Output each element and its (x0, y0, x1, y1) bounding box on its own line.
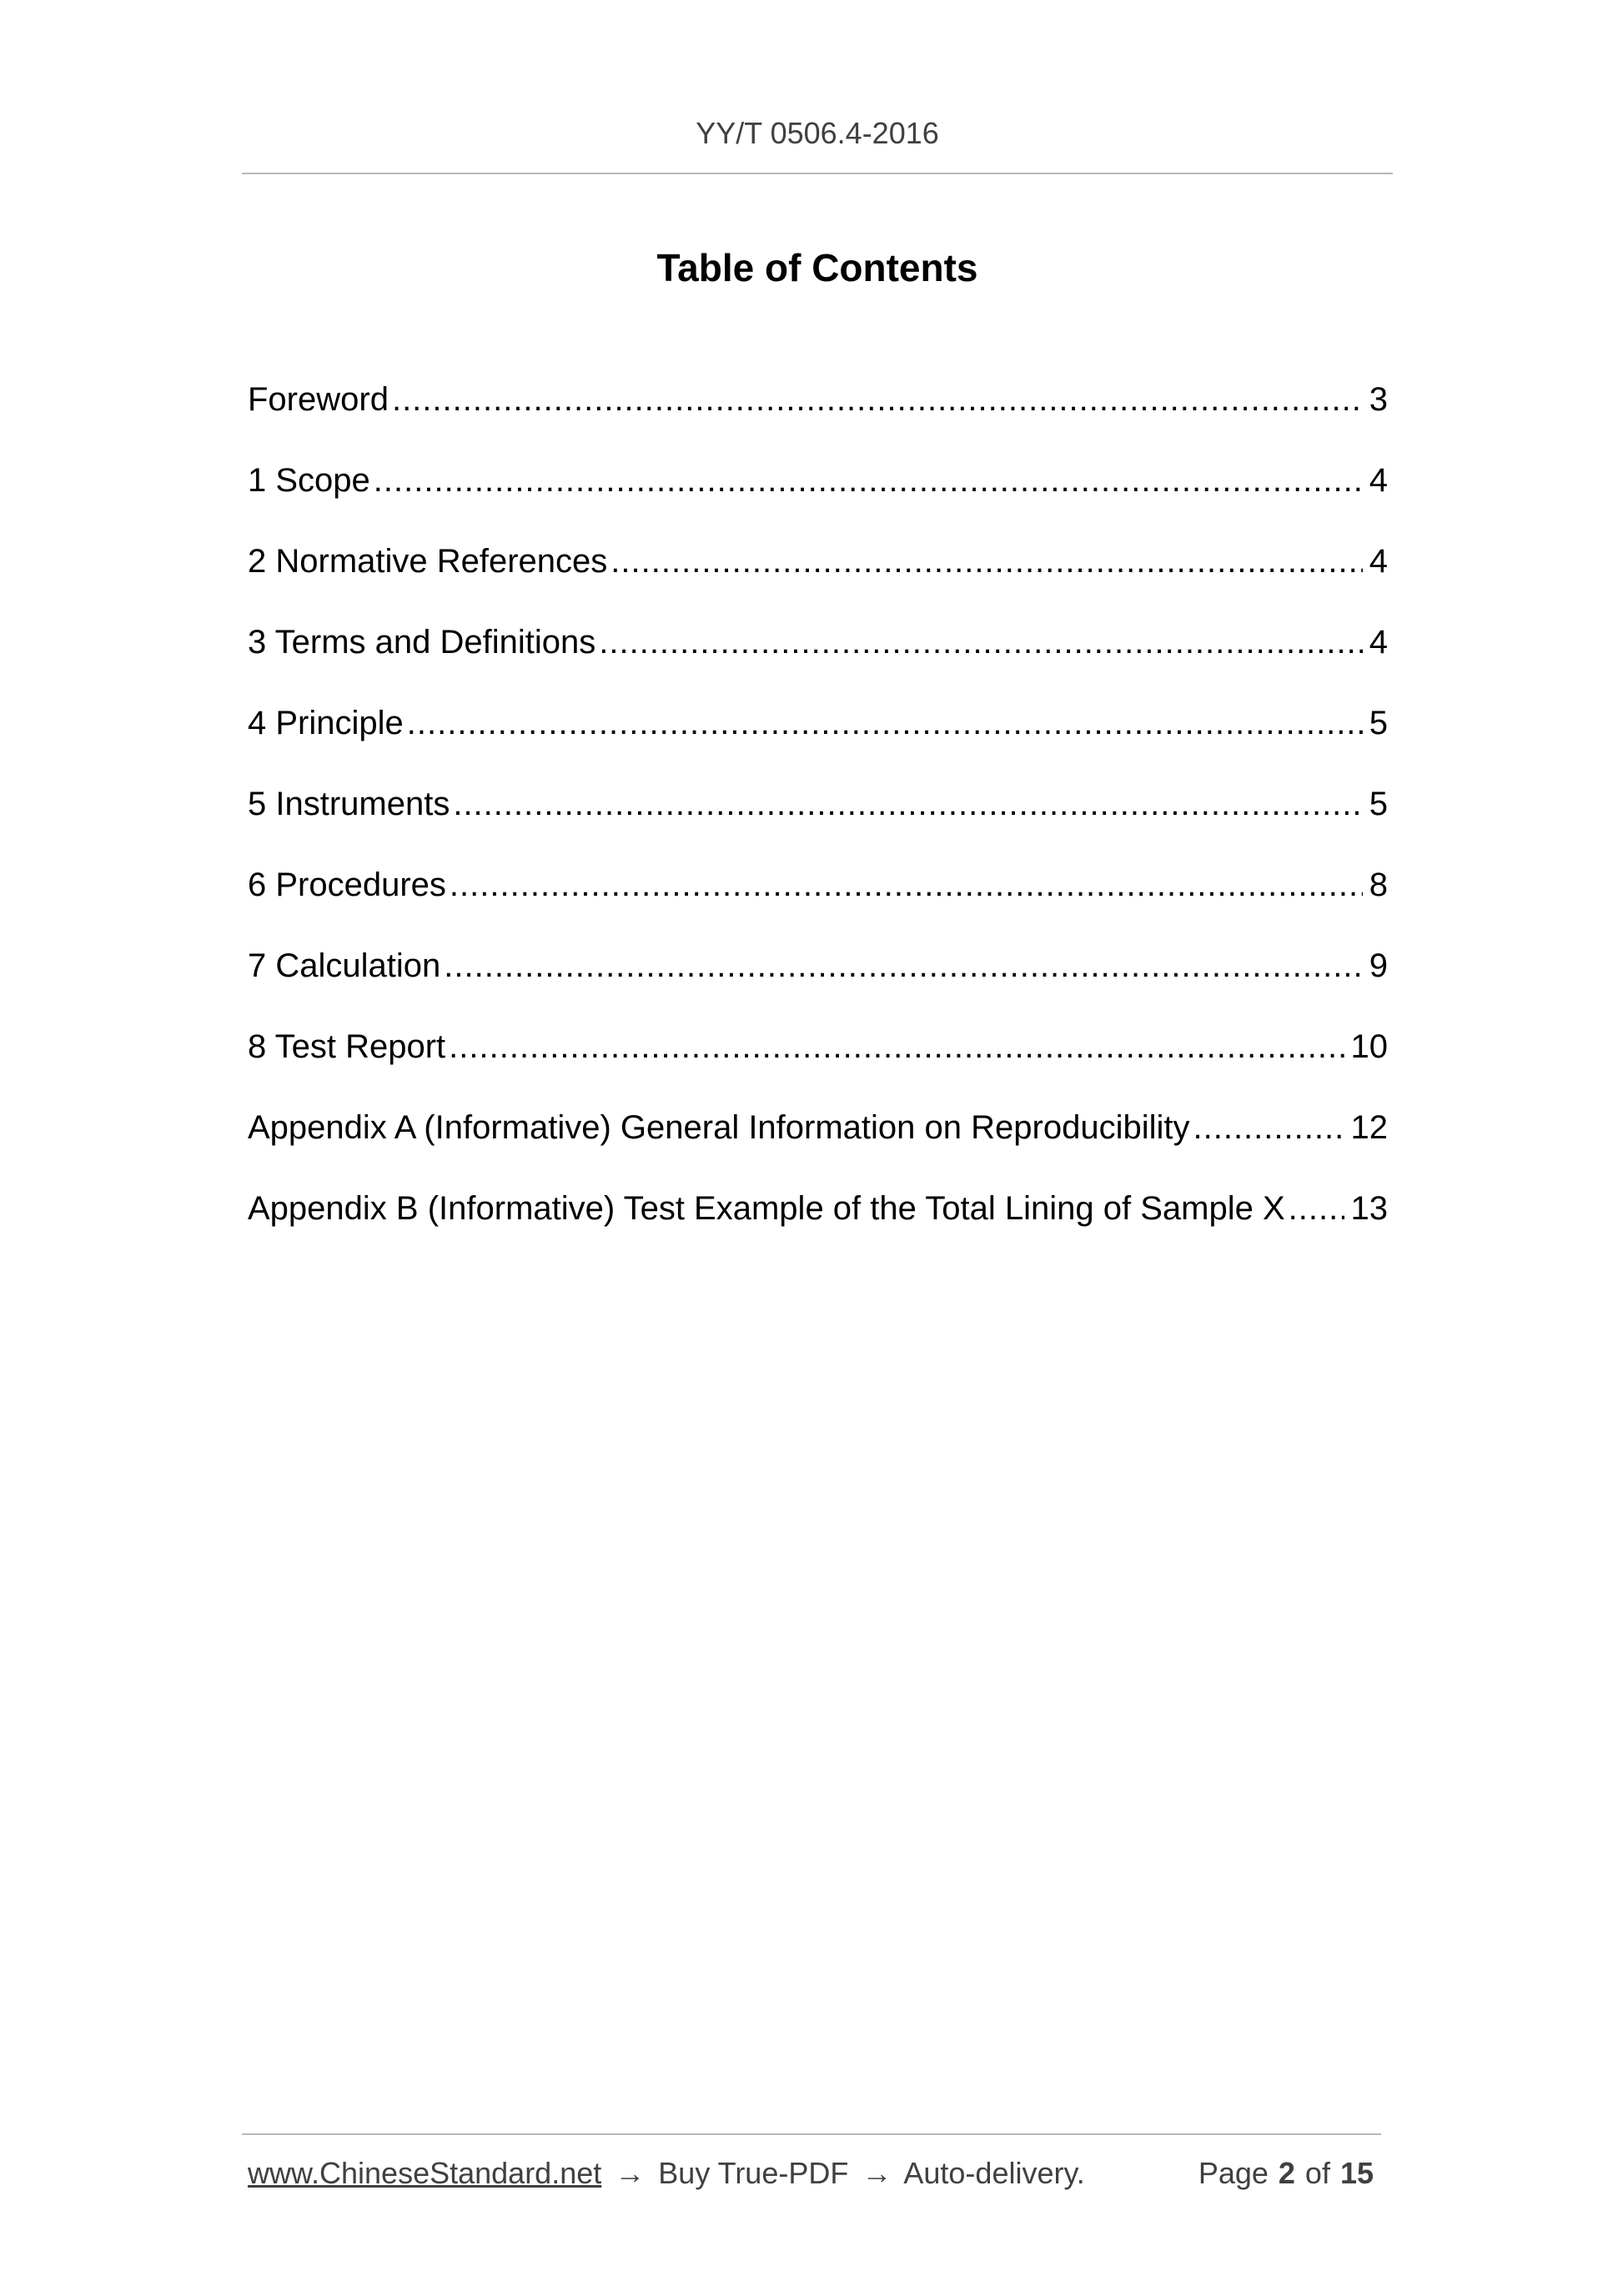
toc-entry-label: Appendix A (Informative) General Information on Reproducibility (248, 1109, 1190, 1146)
toc-dot-leader (1289, 1188, 1344, 1228)
toc-dot-leader (611, 541, 1362, 581)
toc-entry-label: 3 Terms and Definitions (248, 624, 596, 661)
toc-entry-calculation[interactable] (248, 946, 1388, 1027)
toc-entry-label: 6 Procedures (248, 867, 446, 903)
toc-entry-page: 10 (1350, 1028, 1388, 1065)
toc-entry-page: 9 (1369, 947, 1388, 984)
toc-entry-terms-and-definitions[interactable] (248, 622, 1388, 703)
arrow-right-icon: → (615, 2156, 646, 2190)
page-total: 15 (1339, 2156, 1374, 2190)
toc-entry-page: 5 (1369, 705, 1388, 741)
toc-dot-leader (444, 946, 1363, 986)
toc-entry-page: 4 (1369, 624, 1388, 661)
toc-entry-normative-references[interactable] (248, 541, 1388, 622)
toc-entry-appendix-a[interactable] (248, 1108, 1388, 1188)
footer-purchase-info (248, 2153, 1085, 2193)
toc-entry-label: 2 Normative References (248, 543, 608, 580)
toc-dot-leader (453, 784, 1362, 824)
toc-entry-foreword[interactable] (248, 379, 1388, 460)
toc-entry-procedures[interactable] (248, 865, 1388, 946)
chinesestandard-link[interactable]: www.ChineseStandard.net (248, 2156, 602, 2190)
arrow-right-icon: → (862, 2156, 892, 2190)
toc-entry-page: 3 (1369, 381, 1388, 418)
page-of-word: of (1304, 2156, 1330, 2190)
page-title: Table of Contents (656, 246, 978, 289)
toc-entry-label: 8 Test Report (248, 1028, 446, 1065)
footer-divider (242, 2133, 1381, 2135)
toc-entry-label: Appendix B (Informative) Test Example of the Total Lining of Sample X (248, 1190, 1285, 1227)
toc-entry-label: 4 Principle (248, 705, 404, 741)
table-of-contents (248, 379, 1388, 1269)
toc-entry-test-report[interactable] (248, 1027, 1388, 1108)
toc-entry-page: 13 (1350, 1190, 1388, 1227)
toc-entry-page: 12 (1350, 1109, 1388, 1146)
toc-dot-leader (374, 460, 1363, 500)
toc-entry-page: 5 (1369, 786, 1388, 822)
toc-entry-page: 4 (1369, 543, 1388, 580)
toc-entry-page: 8 (1369, 867, 1388, 903)
toc-dot-leader (407, 703, 1363, 743)
page-header-standard-code: YY/T 0506.4-2016 (696, 116, 939, 150)
footer-step-delivery: Auto-delivery. (903, 2156, 1085, 2190)
toc-dot-leader (1193, 1108, 1344, 1148)
toc-entry-instruments[interactable] (248, 784, 1388, 865)
page-word: Page (1198, 2156, 1269, 2190)
page-number (1198, 2153, 1374, 2193)
page-current: 2 (1278, 2156, 1295, 2190)
page-footer (248, 2153, 1382, 2195)
toc-entry-label: 7 Calculation (248, 947, 441, 984)
toc-entry-label: Foreword (248, 381, 389, 418)
toc-dot-leader (392, 379, 1363, 420)
toc-entry-page: 4 (1369, 462, 1388, 499)
toc-entry-scope[interactable] (248, 460, 1388, 541)
footer-step-buy: Buy True-PDF (658, 2156, 849, 2190)
toc-dot-leader (599, 622, 1363, 662)
toc-entry-label: 1 Scope (248, 462, 370, 499)
toc-dot-leader (449, 1027, 1344, 1067)
toc-dot-leader (450, 865, 1363, 905)
toc-entry-label: 5 Instruments (248, 786, 450, 822)
toc-entry-principle[interactable] (248, 703, 1388, 784)
header-divider (242, 173, 1393, 174)
toc-entry-appendix-b[interactable] (248, 1188, 1388, 1269)
